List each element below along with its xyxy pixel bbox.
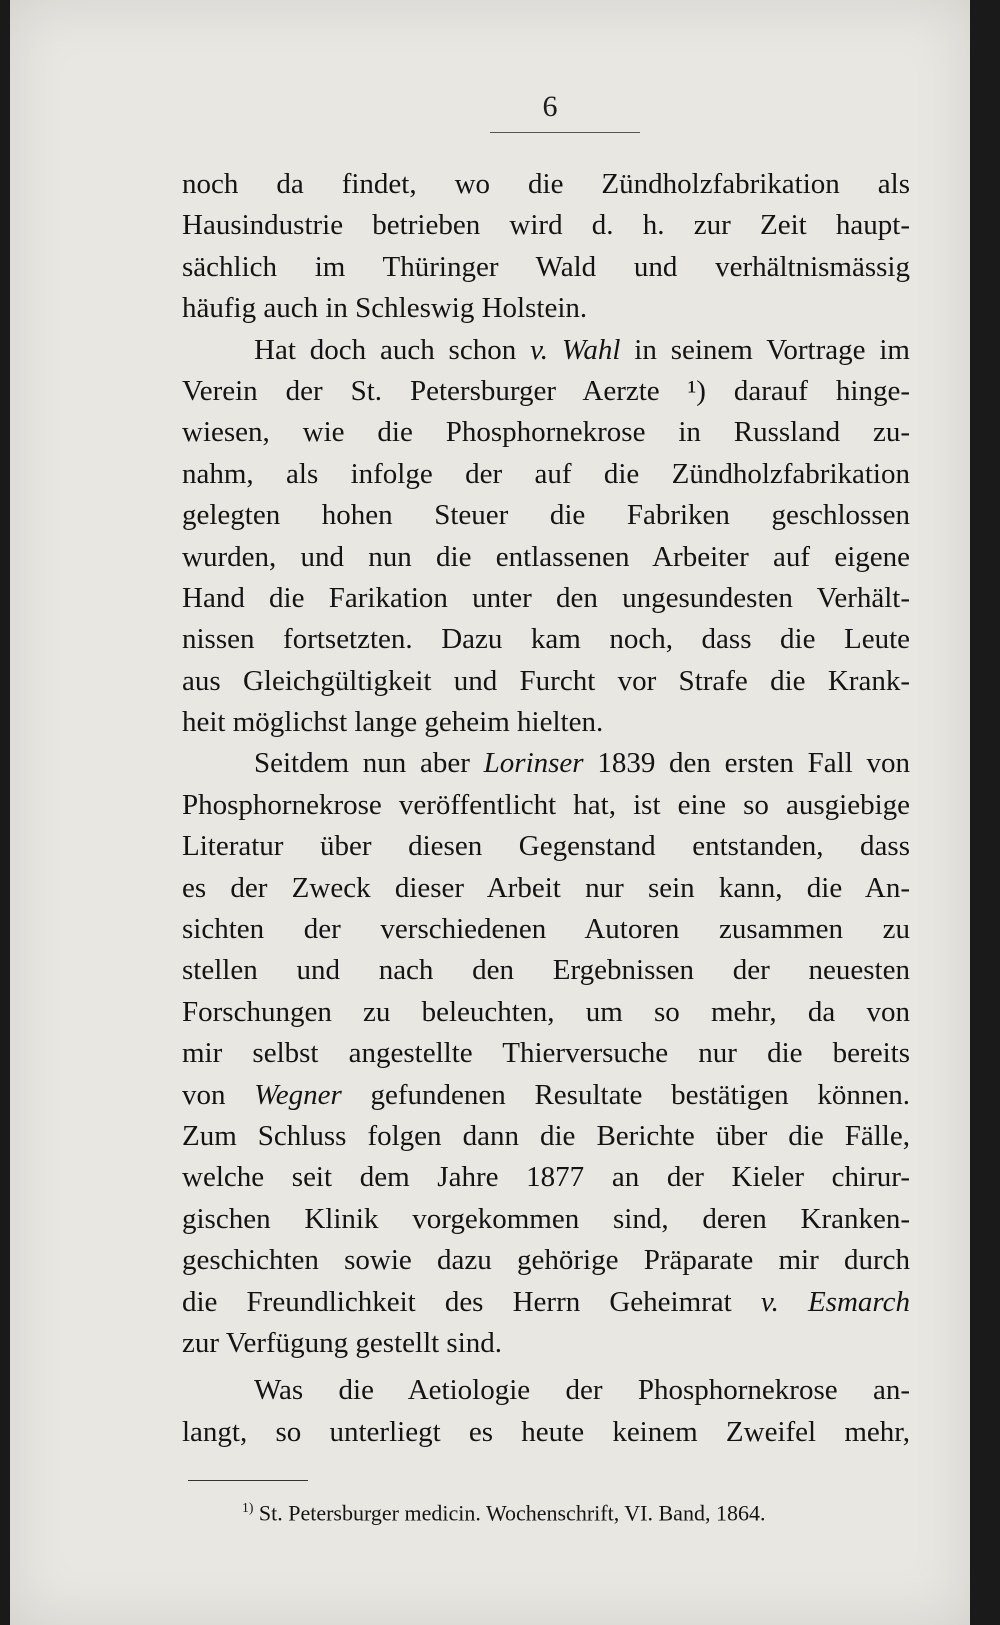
body-text [182, 164, 910, 1453]
text-line: welche seit dem Jahre 1877 an der Kieler chirur- [182, 1161, 910, 1194]
text-line: zur Verfügung gestellt sind. [182, 1326, 503, 1359]
text-line: sichten der verschiedenen Autoren zusammen zu [182, 913, 910, 946]
page-number: 6 [542, 90, 558, 123]
text-line: Forschungen zu beleuchten, um so mehr, da von [182, 995, 910, 1028]
header-rule [490, 132, 640, 133]
text-line: Phosphornekrose veröffentlicht hat, ist eine so ausgiebige [182, 788, 910, 821]
text-line: noch da findet, wo die Zündholzfabrikation als [182, 168, 910, 200]
text-line: Verein der St. Petersburger Aerzte ¹) darauf hinge- [182, 374, 910, 407]
footnote-marker: 1) [242, 1500, 254, 1515]
text-line: gelegten hohen Steuer die Fabriken geschlossen [182, 499, 910, 532]
text-line: Hat doch auch schon v. Wahl in seinem Vortrage im [254, 333, 910, 366]
text-line: Hausindustrie betrieben wird d. h. zur Zeit haupt- [182, 209, 910, 242]
author-name: v. Esmarch [760, 1285, 910, 1318]
text-line: Was die Aetiologie der Phosphornekrose an- [254, 1374, 910, 1407]
text-line: häufig auch in Schleswig Holstein. [182, 292, 588, 325]
text-line: nahm, als infolge der auf die Zündholzfabrikation [182, 457, 910, 490]
text-line: Literatur über diesen Gegenstand entstanden, dass [182, 830, 910, 863]
text-line: aus Gleichgültigkeit und Furcht vor Strafe die Krank- [182, 664, 910, 697]
text-line: von Wegner gefundenen Resultate bestätigen können. [182, 1078, 910, 1111]
author-name: Lorinser [483, 747, 584, 780]
footnote-text: St. Petersburger medicin. Wochenschrift, VI. Band, 1864. [258, 1500, 766, 1526]
text-line: stellen und nach den Ergebnissen der neuesten [182, 954, 910, 987]
text-line: gischen Klinik vorgekommen sind, deren Kranken- [182, 1202, 910, 1235]
footnote [242, 1500, 922, 1526]
text-line: Seitdem nun aber Lorinser 1839 den ersten Fall von [254, 747, 910, 780]
text-line: Zum Schluss folgen dann die Berichte über die Fälle, [182, 1119, 910, 1152]
author-name: Wegner [254, 1078, 342, 1111]
text-line: Hand die Farikation unter den ungesundesten Verhält- [182, 581, 910, 614]
text-line: nissen fortsetzten. Dazu kam noch, dass die Leute [182, 623, 910, 656]
text-line: wiesen, wie die Phosphornekrose in Russland zu- [182, 416, 910, 449]
text-line: geschichten sowie dazu gehörige Präparate mir durch [182, 1244, 910, 1277]
text-line: sächlich im Thüringer Wald und verhältnismässig [182, 250, 910, 283]
author-name: v. Wahl [530, 333, 621, 366]
footnote-rule [188, 1480, 308, 1481]
text-line: wurden, und nun die entlassenen Arbeiter auf eigene [182, 540, 910, 573]
text-line: mir selbst angestellte Thierversuche nur die bereits [182, 1037, 910, 1070]
text-line: die Freundlichkeit des Herrn Geheimrat v. Esmarch [182, 1285, 910, 1318]
text-line: es der Zweck dieser Arbeit nur sein kann, die An- [182, 871, 910, 904]
document-page [10, 0, 970, 1625]
text-line: langt, so unterliegt es heute keinem Zweifel mehr, [182, 1415, 910, 1448]
text-line: heit möglichst lange geheim hielten. [182, 706, 604, 739]
